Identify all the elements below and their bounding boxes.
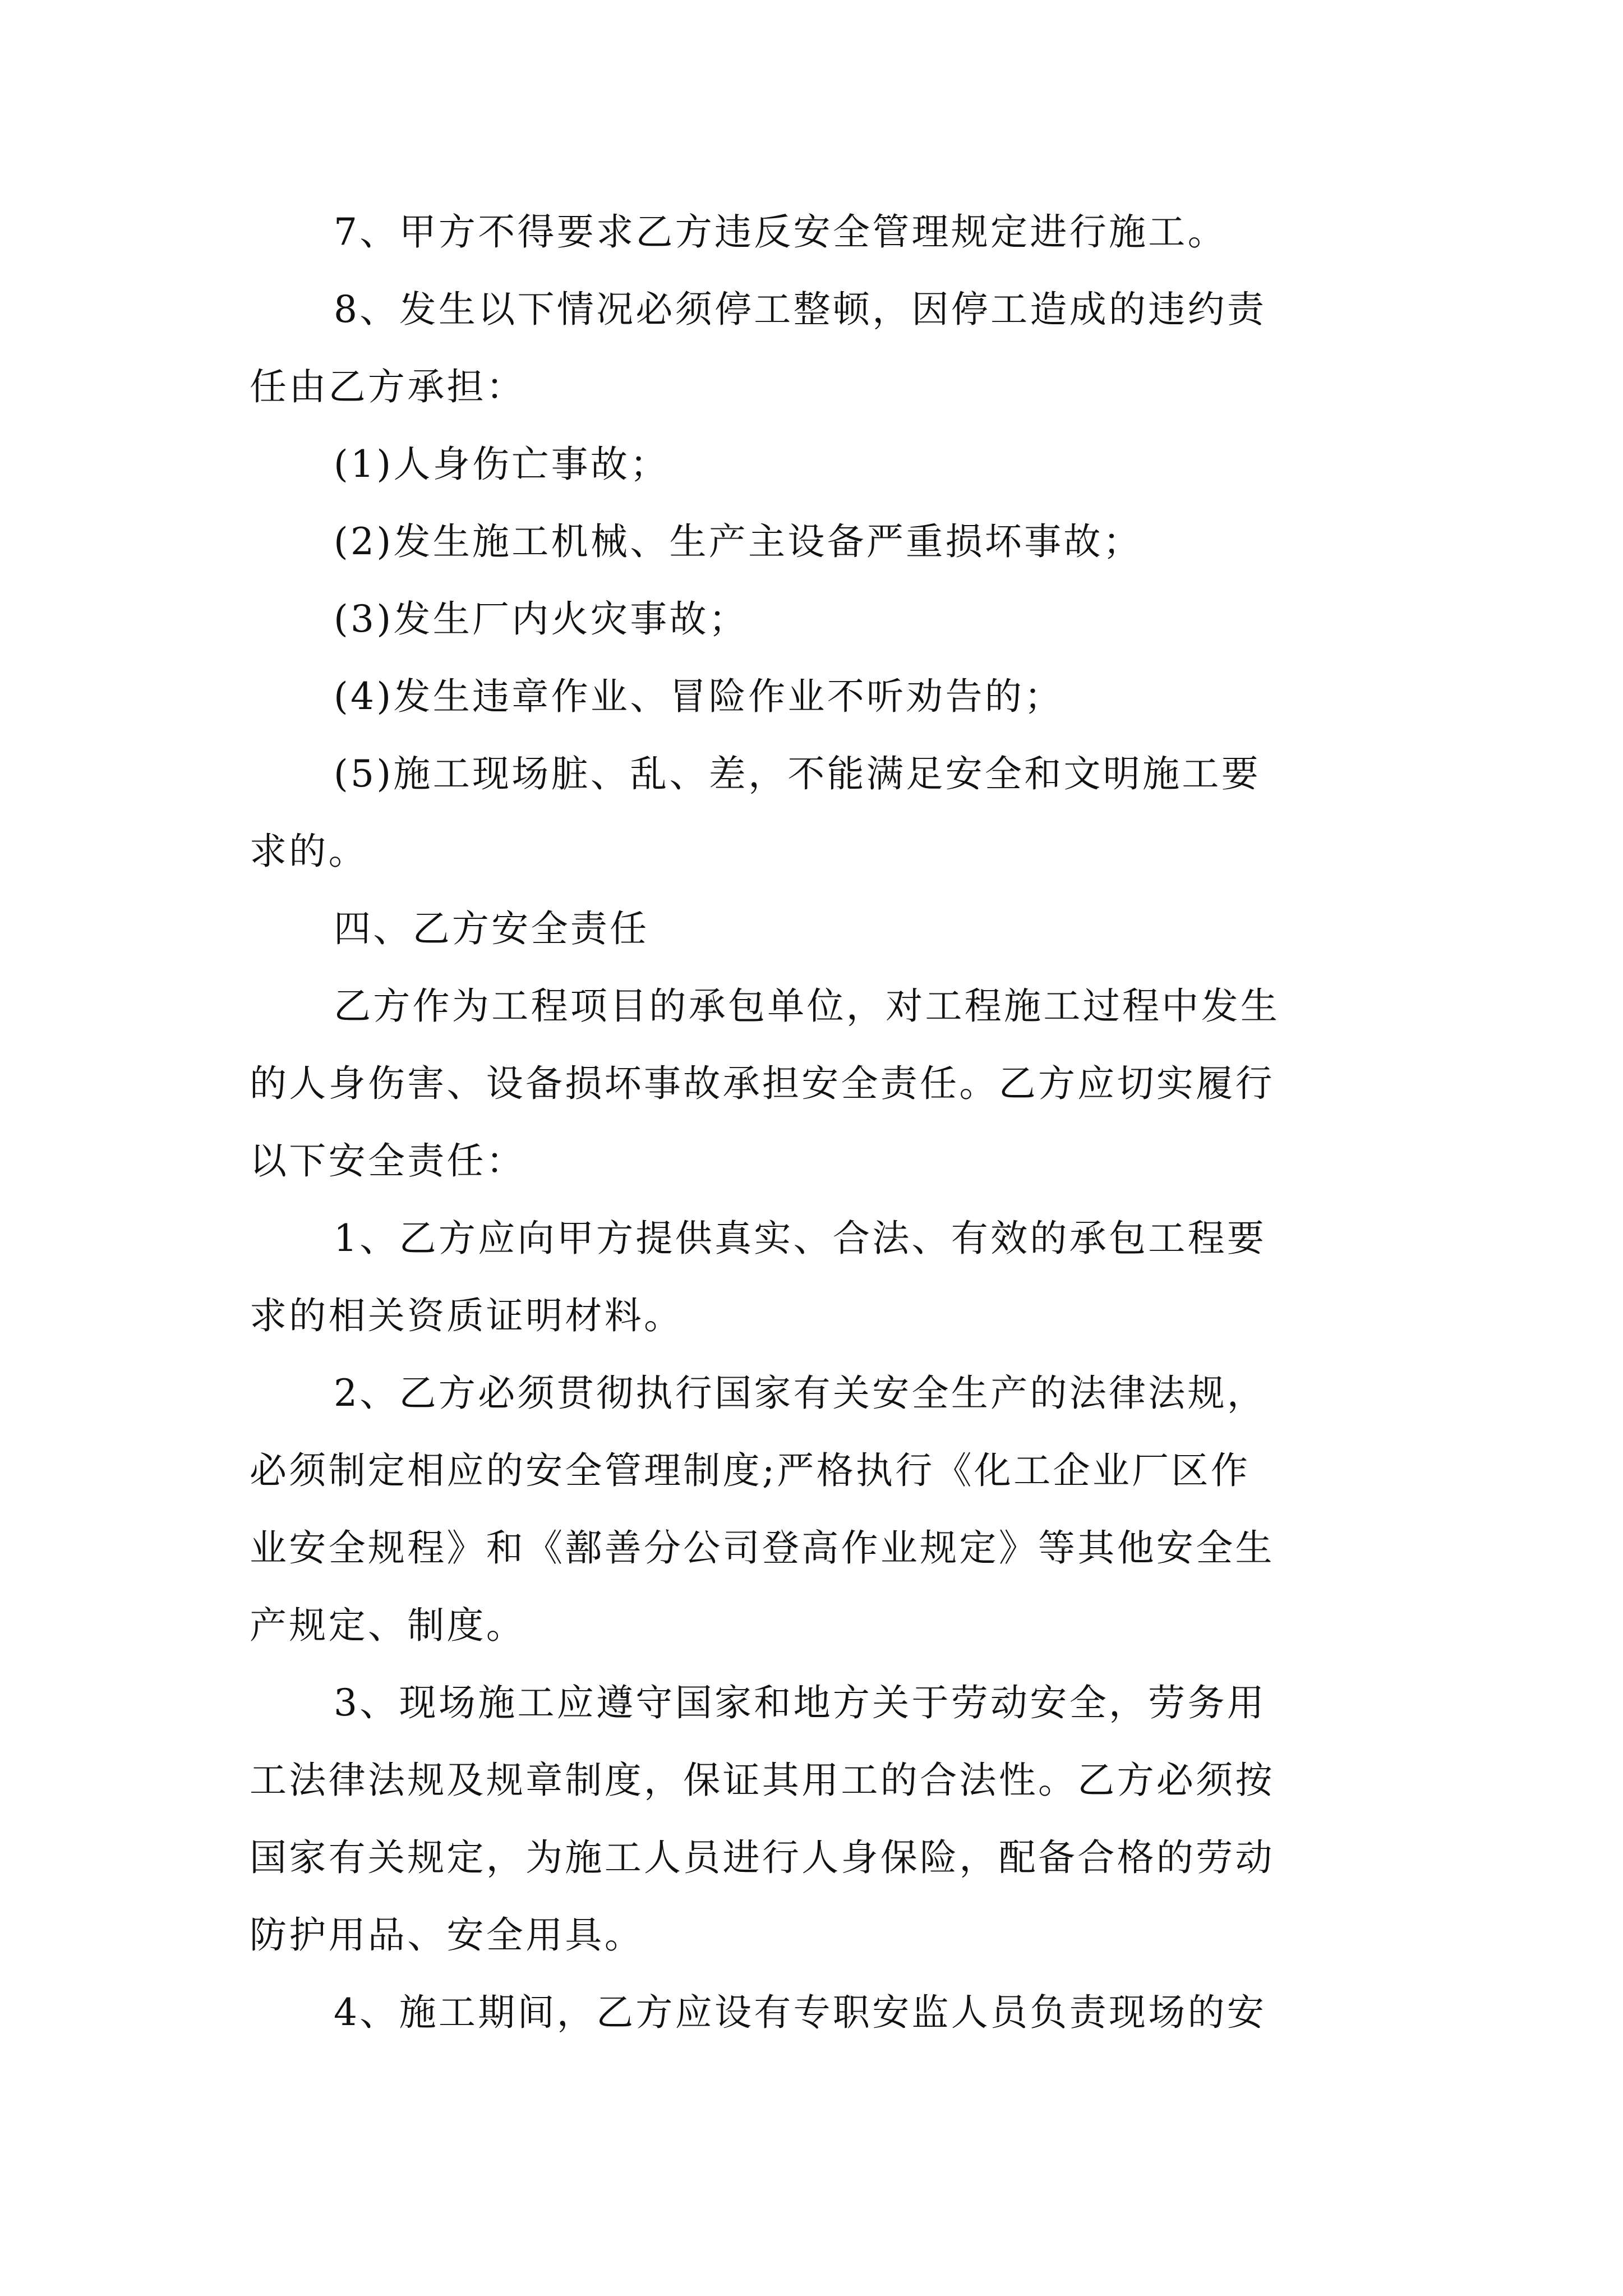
text-line: 以下安全责任： xyxy=(250,1139,526,1182)
text-line: 防护用品、安全用具。 xyxy=(250,1913,644,1957)
text-line: 业安全规程》和《鄯善分公司登高作业规定》等其他安全生 xyxy=(250,1526,1275,1570)
text-line: 必须制定相应的安全管理制度;严格执行《化工企业厂区作 xyxy=(250,1449,1251,1492)
text-line: (2)发生施工机械、生产主设备严重损坏事故； xyxy=(334,520,1143,563)
section-heading: 四、乙方安全责任 xyxy=(334,907,649,950)
text-line: 工法律法规及规章制度，保证其用工的合法性。乙方必须按 xyxy=(250,1759,1275,1802)
text-line: 国家有关规定，为施工人员进行人身保险，配备合格的劳动 xyxy=(250,1836,1275,1879)
text-line: 8、发生以下情况必须停工整顿，因停工造成的违约责 xyxy=(334,288,1267,331)
document-page xyxy=(250,194,1385,2051)
text-line: 的人身伤害、设备损坏事故承担安全责任。乙方应切实履行 xyxy=(250,1062,1275,1105)
text-line: 产规定、制度。 xyxy=(250,1604,526,1647)
text-line: 7、甲方不得要求乙方违反安全管理规定进行施工。 xyxy=(334,210,1227,254)
text-line: (5)施工现场脏、乱、差，不能满足安全和文明施工要 xyxy=(334,752,1261,795)
text-line: 乙方作为工程项目的承包单位，对工程施工过程中发生 xyxy=(334,984,1280,1028)
text-line: 4、施工期间，乙方应设有专职安监人员负责现场的安 xyxy=(334,1991,1267,2034)
text-line: 任由乙方承担： xyxy=(250,365,526,408)
text-line: 2、乙方必须贯彻执行国家有关安全生产的法律法规， xyxy=(334,1372,1267,1415)
text-line: 3、现场施工应遵守国家和地方关于劳动安全，劳务用 xyxy=(334,1681,1267,1724)
text-line: 求的相关资质证明材料。 xyxy=(250,1294,684,1337)
text-line: 1、乙方应向甲方提供真实、合法、有效的承包工程要 xyxy=(334,1217,1267,1260)
text-line: 求的。 xyxy=(250,830,368,873)
text-line: (1)人身伤亡事故； xyxy=(334,443,670,486)
text-line: (4)发生违章作业、冒险作业不听劝告的； xyxy=(334,675,1064,718)
text-line: (3)发生厂内火灾事故； xyxy=(334,597,749,641)
